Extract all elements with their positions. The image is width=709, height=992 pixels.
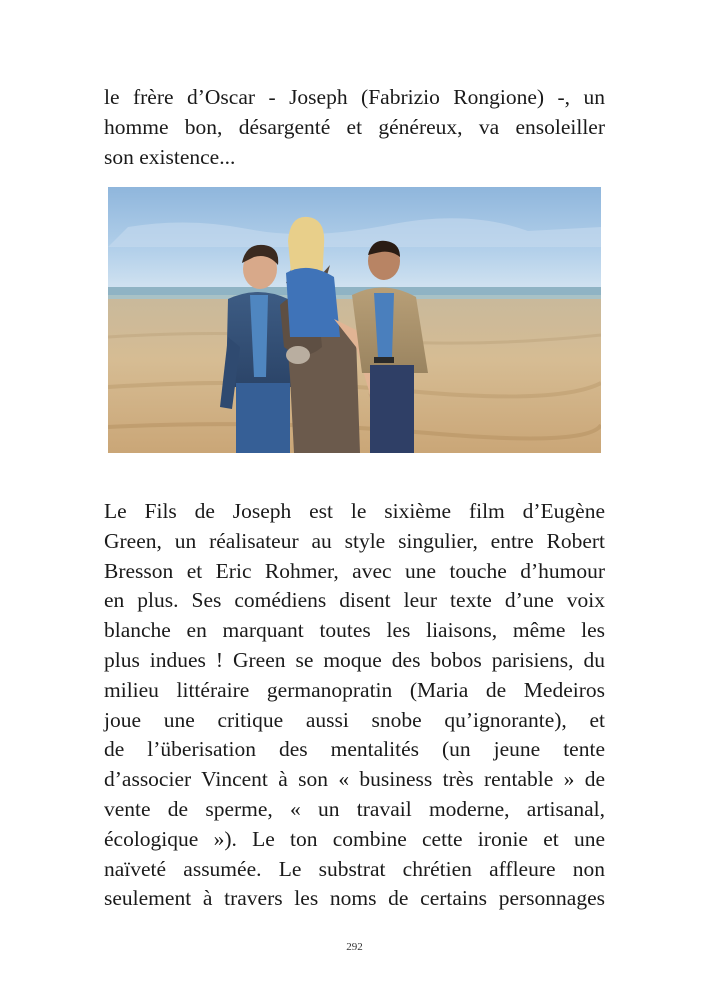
paragraph-review	[104, 497, 605, 914]
text-line: vente de sperme, « un travail moderne, artisanal,	[104, 796, 605, 821]
text-line: blanche en marquant toutes les liaisons, même les	[104, 618, 605, 643]
text-line: homme bon, désargenté et généreux, va ensoleiller	[104, 114, 605, 139]
text-line: Le Fils de Joseph est le sixième film d’Eugène	[104, 499, 605, 523]
film-still-photo	[108, 187, 601, 453]
text-line: son existence...	[104, 144, 236, 169]
paragraph-intro	[104, 83, 605, 172]
text-line: milieu littéraire germanopratin (Maria de Medeiros	[104, 677, 605, 702]
text-line: plus indues ! Green se moque des bobos parisiens, du	[104, 647, 605, 672]
text-line: écologique »). Le ton combine cette ironie et une	[104, 826, 605, 851]
text-line: joue une critique aussi snobe qu’ignorante), et	[104, 707, 605, 732]
text-line: Bresson et Eric Rohmer, avec une touche d’humour	[104, 558, 605, 583]
text-line: Green, un réalisateur au style singulier, entre Robert	[104, 528, 605, 553]
text-line: seulement à travers les noms de certains personnages	[104, 886, 605, 911]
text-line: de l’überisation des mentalités (un jeune tente	[104, 737, 605, 762]
text-line: le frère d’Oscar - Joseph (Fabrizio Rongione) -, un	[104, 85, 605, 109]
text-line: naïveté assumée. Le substrat chrétien affleure non	[104, 856, 605, 881]
page-number: 292	[346, 941, 363, 953]
text-line: en plus. Ses comédiens disent leur texte d’une voix	[104, 588, 605, 613]
text-line: d’associer Vincent à son « business très rentable » de	[104, 767, 605, 792]
